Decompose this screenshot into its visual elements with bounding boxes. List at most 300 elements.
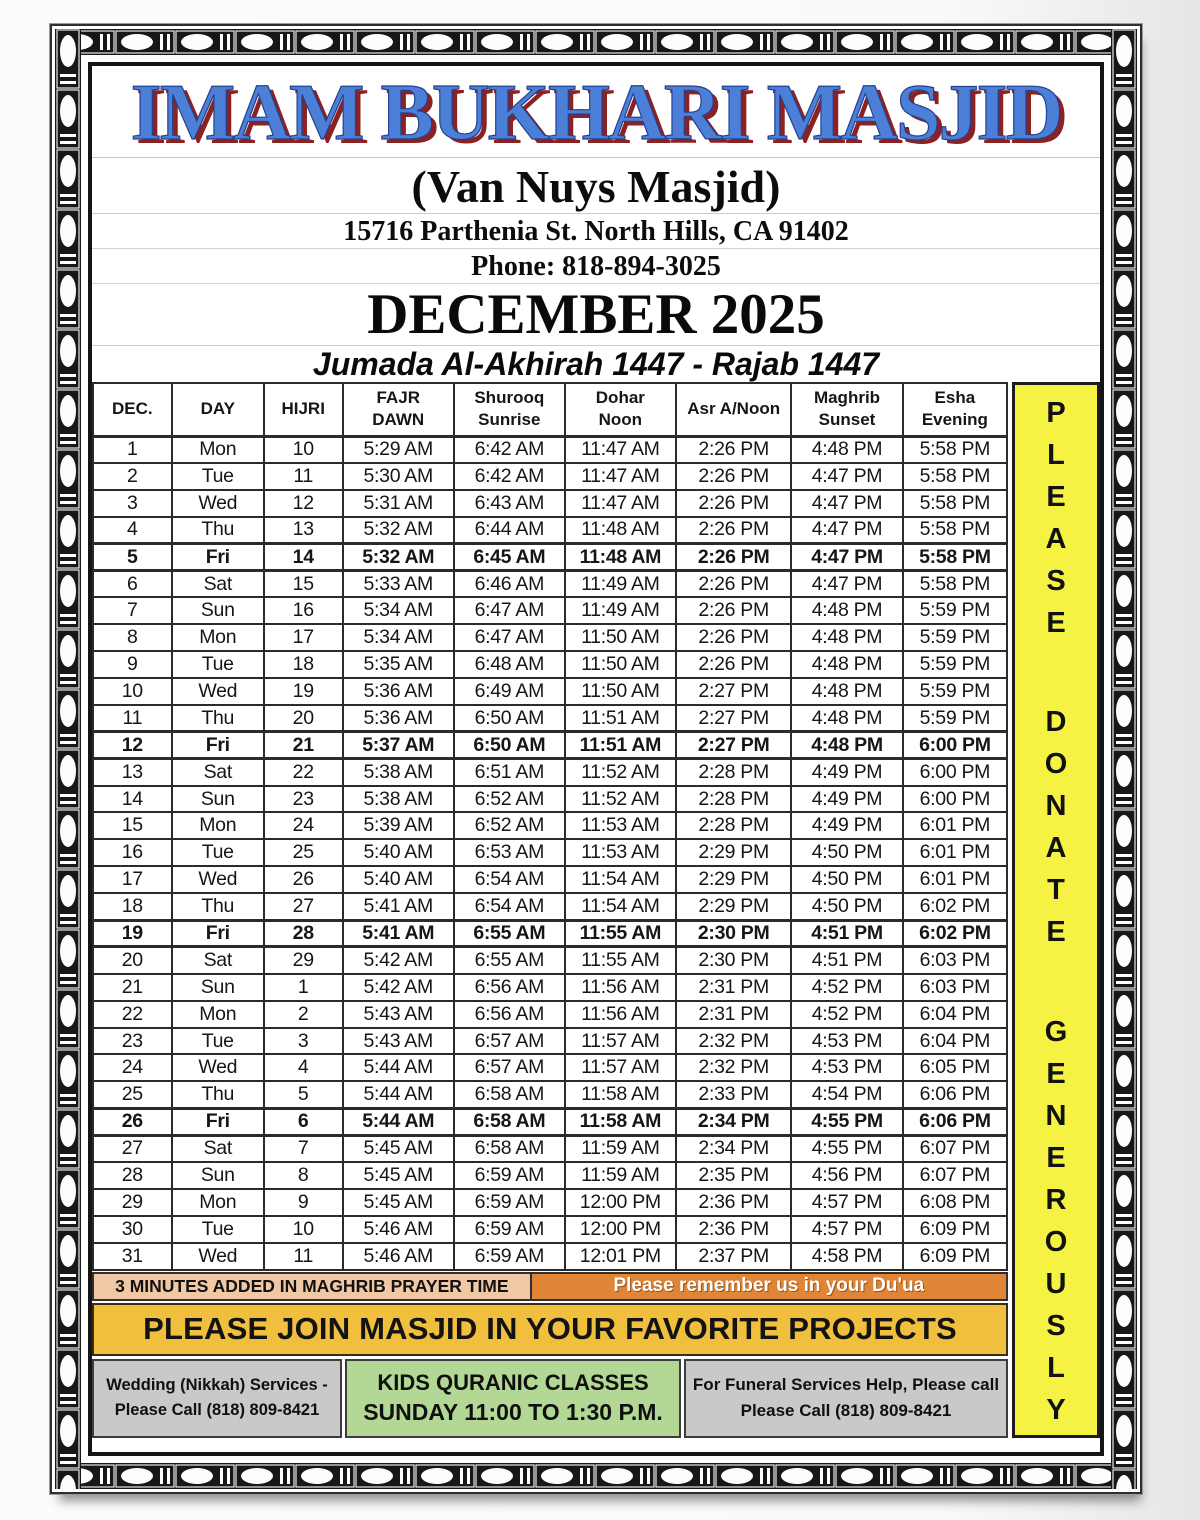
- poster-content: [88, 62, 1104, 1456]
- table-cell: 18: [264, 651, 343, 678]
- table-cell: Sun: [172, 974, 264, 1001]
- table-cell: 5:44 AM: [343, 1108, 455, 1135]
- table-cell: 2:34 PM: [676, 1135, 791, 1162]
- table-cell: 2:36 PM: [676, 1216, 791, 1243]
- table-cell: 6:54 AM: [454, 893, 565, 920]
- donate-letter: A: [1045, 523, 1067, 555]
- column-header: Maghrib Sunset: [791, 383, 903, 436]
- table-cell: 4:56 PM: [791, 1162, 903, 1189]
- wedding-services-line2: Please Call (818) 809-8421: [114, 1401, 320, 1420]
- table-cell: 15: [93, 812, 172, 839]
- table-cell: 2: [264, 1001, 343, 1028]
- table-cell: 6:51 AM: [454, 759, 565, 786]
- table-cell: 11:54 AM: [565, 893, 677, 920]
- donate-letter: E: [1046, 607, 1066, 639]
- donate-letter: A: [1045, 832, 1067, 865]
- table-row: [93, 974, 1007, 1001]
- table-cell: 2:31 PM: [676, 974, 791, 1001]
- donate-letter: T: [1047, 874, 1065, 907]
- table-cell: 5:58 PM: [903, 570, 1007, 597]
- table-cell: 5:38 AM: [343, 786, 455, 813]
- table-cell: 6:45 AM: [454, 544, 565, 571]
- table-cell: 4:48 PM: [791, 651, 903, 678]
- table-cell: 14: [93, 786, 172, 813]
- table-cell: 6:54 AM: [454, 866, 565, 893]
- table-cell: 2:27 PM: [676, 678, 791, 705]
- table-cell: Wed: [172, 866, 264, 893]
- table-cell: 24: [264, 812, 343, 839]
- table-cell: 4:55 PM: [791, 1108, 903, 1135]
- table-cell: Sun: [172, 786, 264, 813]
- table-cell: 5:31 AM: [343, 490, 455, 517]
- table-cell: 6:53 AM: [454, 839, 565, 866]
- table-cell: 6:02 PM: [903, 920, 1007, 947]
- table-cell: 6:03 PM: [903, 947, 1007, 974]
- table-cell: Mon: [172, 1001, 264, 1028]
- donate-letter: G: [1044, 1015, 1068, 1048]
- table-cell: 5:38 AM: [343, 759, 455, 786]
- column-header: FAJR DAWN: [343, 383, 455, 436]
- table-cell: Wed: [172, 490, 264, 517]
- table-cell: 5:58 PM: [903, 544, 1007, 571]
- donate-letter: O: [1044, 1225, 1068, 1258]
- table-cell: 2:28 PM: [676, 786, 791, 813]
- table-cell: 8: [264, 1162, 343, 1189]
- masjid-address: 15716 Parthenia St. North Hills, CA 91402: [92, 214, 1100, 249]
- table-cell: 15: [264, 570, 343, 597]
- table-cell: 4:47 PM: [791, 517, 903, 544]
- table-cell: 6:03 PM: [903, 974, 1007, 1001]
- table-cell: 4:53 PM: [791, 1054, 903, 1081]
- table-cell: Tue: [172, 463, 264, 490]
- table-cell: 12: [93, 732, 172, 759]
- table-cell: 4:55 PM: [791, 1135, 903, 1162]
- table-row: [93, 947, 1007, 974]
- decorative-frame: [50, 24, 1142, 1494]
- table-row: [93, 920, 1007, 947]
- column-header: DAY: [172, 383, 264, 436]
- table-cell: 4:53 PM: [791, 1028, 903, 1055]
- table-cell: 2:26 PM: [676, 651, 791, 678]
- table-cell: Mon: [172, 436, 264, 463]
- table-cell: 27: [93, 1135, 172, 1162]
- table-cell: 6:57 AM: [454, 1054, 565, 1081]
- table-cell: 6:52 AM: [454, 812, 565, 839]
- table-cell: 5:32 AM: [343, 517, 455, 544]
- table-cell: Tue: [172, 839, 264, 866]
- table-cell: 6: [264, 1108, 343, 1135]
- table-cell: 4:51 PM: [791, 947, 903, 974]
- table-cell: 28: [93, 1162, 172, 1189]
- table-cell: 4:49 PM: [791, 759, 903, 786]
- table-cell: 11:59 AM: [565, 1135, 677, 1162]
- column-header: Asr A/Noon: [676, 383, 791, 436]
- table-cell: 6:56 AM: [454, 1001, 565, 1028]
- table-row: [93, 1135, 1007, 1162]
- table-cell: 4:48 PM: [791, 678, 903, 705]
- table-cell: Thu: [172, 705, 264, 732]
- table-cell: 28: [264, 920, 343, 947]
- column-header: HIJRI: [264, 383, 343, 436]
- table-cell: 5:37 AM: [343, 732, 455, 759]
- kids-classes-box: [345, 1359, 681, 1438]
- table-cell: 6:01 PM: [903, 812, 1007, 839]
- table-cell: 21: [264, 732, 343, 759]
- table-cell: 2:27 PM: [676, 705, 791, 732]
- table-cell: 4:47 PM: [791, 490, 903, 517]
- table-cell: 2:36 PM: [676, 1189, 791, 1216]
- table-cell: 20: [93, 947, 172, 974]
- table-cell: Thu: [172, 517, 264, 544]
- table-row: [93, 1216, 1007, 1243]
- table-row: [93, 1054, 1007, 1081]
- donate-letter: E: [1046, 1141, 1066, 1174]
- table-cell: 5:43 AM: [343, 1001, 455, 1028]
- table-cell: 13: [93, 759, 172, 786]
- table-cell: 23: [93, 1028, 172, 1055]
- table-cell: Wed: [172, 678, 264, 705]
- table-row: [93, 812, 1007, 839]
- table-cell: 2:26 PM: [676, 624, 791, 651]
- table-cell: Sat: [172, 1135, 264, 1162]
- table-cell: 2:32 PM: [676, 1028, 791, 1055]
- donate-letter: S: [1046, 565, 1066, 597]
- table-cell: Tue: [172, 1216, 264, 1243]
- table-cell: 4:57 PM: [791, 1189, 903, 1216]
- table-row: [93, 570, 1007, 597]
- donate-letter: L: [1047, 439, 1065, 471]
- table-cell: 27: [264, 893, 343, 920]
- table-cell: 5:44 AM: [343, 1054, 455, 1081]
- table-cell: 6:56 AM: [454, 974, 565, 1001]
- table-cell: 5:45 AM: [343, 1189, 455, 1216]
- table-row: [93, 866, 1007, 893]
- table-cell: 5:29 AM: [343, 436, 455, 463]
- table-cell: 2:26 PM: [676, 517, 791, 544]
- masjid-subtitle: (Van Nuys Masjid): [92, 158, 1100, 214]
- table-cell: 11:56 AM: [565, 1001, 677, 1028]
- table-cell: Thu: [172, 893, 264, 920]
- table-cell: 5: [264, 1081, 343, 1108]
- table-cell: 5:46 AM: [343, 1216, 455, 1243]
- table-row: [93, 1028, 1007, 1055]
- wedding-services-line1: Wedding (Nikkah) Services -: [106, 1375, 328, 1394]
- table-cell: 6:05 PM: [903, 1054, 1007, 1081]
- table-cell: 26: [93, 1108, 172, 1135]
- table-cell: 5:58 PM: [903, 490, 1007, 517]
- table-cell: 26: [264, 866, 343, 893]
- table-cell: 12:00 PM: [565, 1216, 677, 1243]
- table-row: [93, 678, 1007, 705]
- table-cell: Mon: [172, 624, 264, 651]
- table-cell: 6:52 AM: [454, 786, 565, 813]
- table-cell: 11:53 AM: [565, 812, 677, 839]
- table-row: [93, 839, 1007, 866]
- table-cell: Mon: [172, 1189, 264, 1216]
- table-cell: 4:48 PM: [791, 732, 903, 759]
- table-cell: 12: [264, 490, 343, 517]
- table-row: [93, 1081, 1007, 1108]
- column-header: DEC.: [93, 383, 172, 436]
- donate-letter: Y: [1046, 1393, 1066, 1426]
- table-cell: 11:50 AM: [565, 624, 677, 651]
- table-row: [93, 597, 1007, 624]
- table-cell: 11: [264, 1243, 343, 1270]
- table-row: [93, 490, 1007, 517]
- table-cell: Wed: [172, 1054, 264, 1081]
- donate-letter: L: [1047, 1351, 1065, 1384]
- table-cell: 25: [93, 1081, 172, 1108]
- table-cell: 4:51 PM: [791, 920, 903, 947]
- table-cell: 5:40 AM: [343, 866, 455, 893]
- donate-letter: N: [1045, 790, 1067, 823]
- table-cell: 6:59 AM: [454, 1162, 565, 1189]
- notes-row: [92, 1272, 1008, 1301]
- table-cell: 11:57 AM: [565, 1028, 677, 1055]
- donate-letter: U: [1045, 1267, 1067, 1300]
- frame-pattern-top-icon: [55, 29, 1137, 55]
- table-cell: 1: [264, 974, 343, 1001]
- table-cell: Fri: [172, 1108, 264, 1135]
- table-cell: 5:43 AM: [343, 1028, 455, 1055]
- table-cell: 11:48 AM: [565, 544, 677, 571]
- table-cell: 29: [93, 1189, 172, 1216]
- month-title: DECEMBER 2025: [92, 284, 1100, 346]
- donate-letter: O: [1044, 748, 1068, 781]
- donate-banner: [1012, 382, 1100, 1438]
- table-cell: 4:47 PM: [791, 570, 903, 597]
- table-cell: 6:46 AM: [454, 570, 565, 597]
- column-header: Esha Evening: [903, 383, 1007, 436]
- table-cell: 29: [264, 947, 343, 974]
- table-cell: 4:52 PM: [791, 974, 903, 1001]
- table-cell: 4:48 PM: [791, 436, 903, 463]
- table-row: [93, 463, 1007, 490]
- table-cell: 5:36 AM: [343, 705, 455, 732]
- table-cell: 5:33 AM: [343, 570, 455, 597]
- table-cell: 6:02 PM: [903, 893, 1007, 920]
- table-cell: 5:45 AM: [343, 1135, 455, 1162]
- table-cell: 11:52 AM: [565, 759, 677, 786]
- table-cell: 5:59 PM: [903, 705, 1007, 732]
- prayer-timetable: [92, 382, 1008, 1271]
- table-cell: 17: [264, 624, 343, 651]
- table-cell: Tue: [172, 1028, 264, 1055]
- table-cell: 12:01 PM: [565, 1243, 677, 1270]
- donate-word: [1046, 399, 1067, 638]
- table-cell: Mon: [172, 812, 264, 839]
- table-cell: 11:53 AM: [565, 839, 677, 866]
- table-cell: 6:01 PM: [903, 866, 1007, 893]
- kids-classes-line2: SUNDAY 11:00 TO 1:30 P.M.: [363, 1399, 663, 1426]
- table-cell: 22: [93, 1001, 172, 1028]
- table-cell: 30: [93, 1216, 172, 1243]
- table-cell: 2:26 PM: [676, 544, 791, 571]
- table-cell: 25: [264, 839, 343, 866]
- table-row: [93, 893, 1007, 920]
- table-cell: 22: [264, 759, 343, 786]
- table-cell: 11:50 AM: [565, 651, 677, 678]
- donate-letter: R: [1045, 1183, 1067, 1216]
- table-cell: 4:47 PM: [791, 544, 903, 571]
- table-cell: 11:58 AM: [565, 1081, 677, 1108]
- table-cell: 5:40 AM: [343, 839, 455, 866]
- table-cell: 16: [93, 839, 172, 866]
- table-cell: 9: [264, 1189, 343, 1216]
- table-cell: 23: [264, 786, 343, 813]
- table-cell: 2:32 PM: [676, 1054, 791, 1081]
- table-cell: 5:59 PM: [903, 624, 1007, 651]
- table-cell: 8: [93, 624, 172, 651]
- table-cell: 7: [93, 597, 172, 624]
- table-row: [93, 651, 1007, 678]
- table-cell: 11:49 AM: [565, 570, 677, 597]
- table-cell: 14: [264, 544, 343, 571]
- table-cell: 5:42 AM: [343, 974, 455, 1001]
- table-cell: 3: [264, 1028, 343, 1055]
- table-cell: 2:26 PM: [676, 597, 791, 624]
- table-cell: Fri: [172, 732, 264, 759]
- table-cell: 6:59 AM: [454, 1216, 565, 1243]
- table-cell: 11:57 AM: [565, 1054, 677, 1081]
- table-cell: 6:50 AM: [454, 705, 565, 732]
- table-row: [93, 759, 1007, 786]
- table-cell: 5:59 PM: [903, 597, 1007, 624]
- table-cell: 11:49 AM: [565, 597, 677, 624]
- table-cell: 11:56 AM: [565, 974, 677, 1001]
- table-cell: 5:59 PM: [903, 651, 1007, 678]
- table-cell: 20: [264, 705, 343, 732]
- table-cell: 2:26 PM: [676, 570, 791, 597]
- table-cell: 6:58 AM: [454, 1108, 565, 1135]
- table-cell: 2: [93, 463, 172, 490]
- table-cell: 2:28 PM: [676, 812, 791, 839]
- table-cell: 4:48 PM: [791, 597, 903, 624]
- table-cell: 11:47 AM: [565, 436, 677, 463]
- table-cell: 19: [93, 920, 172, 947]
- table-cell: Fri: [172, 544, 264, 571]
- timetable-body: [93, 436, 1007, 1270]
- table-cell: 6:55 AM: [454, 947, 565, 974]
- hijri-range: Jumada Al-Akhirah 1447 - Rajab 1447: [312, 346, 880, 382]
- table-cell: 4:49 PM: [791, 786, 903, 813]
- table-cell: 6:00 PM: [903, 759, 1007, 786]
- table-cell: 4:54 PM: [791, 1081, 903, 1108]
- table-cell: 6:43 AM: [454, 490, 565, 517]
- timetable-header-row: [93, 383, 1007, 436]
- donate-letter: P: [1046, 397, 1066, 429]
- donate-letter: N: [1045, 1099, 1067, 1132]
- table-cell: 5:42 AM: [343, 947, 455, 974]
- table-cell: 2:27 PM: [676, 732, 791, 759]
- donate-letter: S: [1046, 1309, 1066, 1342]
- table-cell: 5:45 AM: [343, 1162, 455, 1189]
- table-cell: 6:50 AM: [454, 732, 565, 759]
- table-cell: 2:29 PM: [676, 839, 791, 866]
- dua-note: Please remember us in your Du'ua: [532, 1272, 1008, 1301]
- table-cell: 4:48 PM: [791, 624, 903, 651]
- table-cell: 6:07 PM: [903, 1135, 1007, 1162]
- table-cell: 2:29 PM: [676, 866, 791, 893]
- table-cell: 5:39 AM: [343, 812, 455, 839]
- table-cell: 10: [264, 1216, 343, 1243]
- table-cell: 16: [264, 597, 343, 624]
- table-cell: Fri: [172, 920, 264, 947]
- table-cell: 2:33 PM: [676, 1081, 791, 1108]
- table-cell: 4:58 PM: [791, 1243, 903, 1270]
- table-cell: 6:57 AM: [454, 1028, 565, 1055]
- table-cell: 5:34 AM: [343, 624, 455, 651]
- table-cell: 5:44 AM: [343, 1081, 455, 1108]
- table-cell: 17: [93, 866, 172, 893]
- table-cell: 6:09 PM: [903, 1243, 1007, 1270]
- table-cell: 1: [93, 436, 172, 463]
- donate-letter: E: [1046, 481, 1066, 513]
- table-cell: Wed: [172, 1243, 264, 1270]
- table-row: [93, 1243, 1007, 1270]
- table-row: [93, 544, 1007, 571]
- table-cell: 4: [93, 517, 172, 544]
- funeral-services-line1: For Funeral Services Help, Please call: [692, 1374, 1000, 1394]
- donate-letter: D: [1045, 706, 1067, 739]
- table-cell: 11:52 AM: [565, 786, 677, 813]
- table-row: [93, 1162, 1007, 1189]
- table-cell: 2:26 PM: [676, 490, 791, 517]
- table-cell: 19: [264, 678, 343, 705]
- table-cell: 6:42 AM: [454, 436, 565, 463]
- wedding-services-box: [92, 1359, 342, 1438]
- table-cell: Sun: [172, 1162, 264, 1189]
- table-cell: 11:50 AM: [565, 678, 677, 705]
- table-cell: 6:59 AM: [454, 1189, 565, 1216]
- table-cell: 6:48 AM: [454, 651, 565, 678]
- footer-boxes: [92, 1359, 1008, 1438]
- table-cell: 11:59 AM: [565, 1162, 677, 1189]
- table-cell: 6:04 PM: [903, 1028, 1007, 1055]
- table-cell: 6:01 PM: [903, 839, 1007, 866]
- table-cell: 5:32 AM: [343, 544, 455, 571]
- main-area: [92, 382, 1100, 1438]
- table-cell: 5:58 PM: [903, 463, 1007, 490]
- table-cell: 6:06 PM: [903, 1108, 1007, 1135]
- table-cell: 5:34 AM: [343, 597, 455, 624]
- table-cell: 4:49 PM: [791, 812, 903, 839]
- table-cell: 4: [264, 1054, 343, 1081]
- table-cell: 4:57 PM: [791, 1216, 903, 1243]
- table-cell: 11: [264, 463, 343, 490]
- table-cell: Sat: [172, 570, 264, 597]
- table-cell: 6:06 PM: [903, 1081, 1007, 1108]
- table-cell: 4:50 PM: [791, 893, 903, 920]
- frame-pattern-left-icon: [55, 29, 81, 1489]
- table-row: [93, 786, 1007, 813]
- donate-letter: E: [1046, 1057, 1066, 1090]
- column-header: Dohar Noon: [565, 383, 677, 436]
- column-header: Shurooq Sunrise: [454, 383, 565, 436]
- table-cell: 2:26 PM: [676, 463, 791, 490]
- table-row: [93, 517, 1007, 544]
- table-cell: 31: [93, 1243, 172, 1270]
- table-cell: 2:35 PM: [676, 1162, 791, 1189]
- table-cell: 6:44 AM: [454, 517, 565, 544]
- table-cell: 10: [264, 436, 343, 463]
- table-cell: 6:09 PM: [903, 1216, 1007, 1243]
- table-cell: 2:28 PM: [676, 759, 791, 786]
- table-cell: 6:47 AM: [454, 624, 565, 651]
- table-cell: 2:26 PM: [676, 436, 791, 463]
- table-cell: Sun: [172, 597, 264, 624]
- table-cell: 2:34 PM: [676, 1108, 791, 1135]
